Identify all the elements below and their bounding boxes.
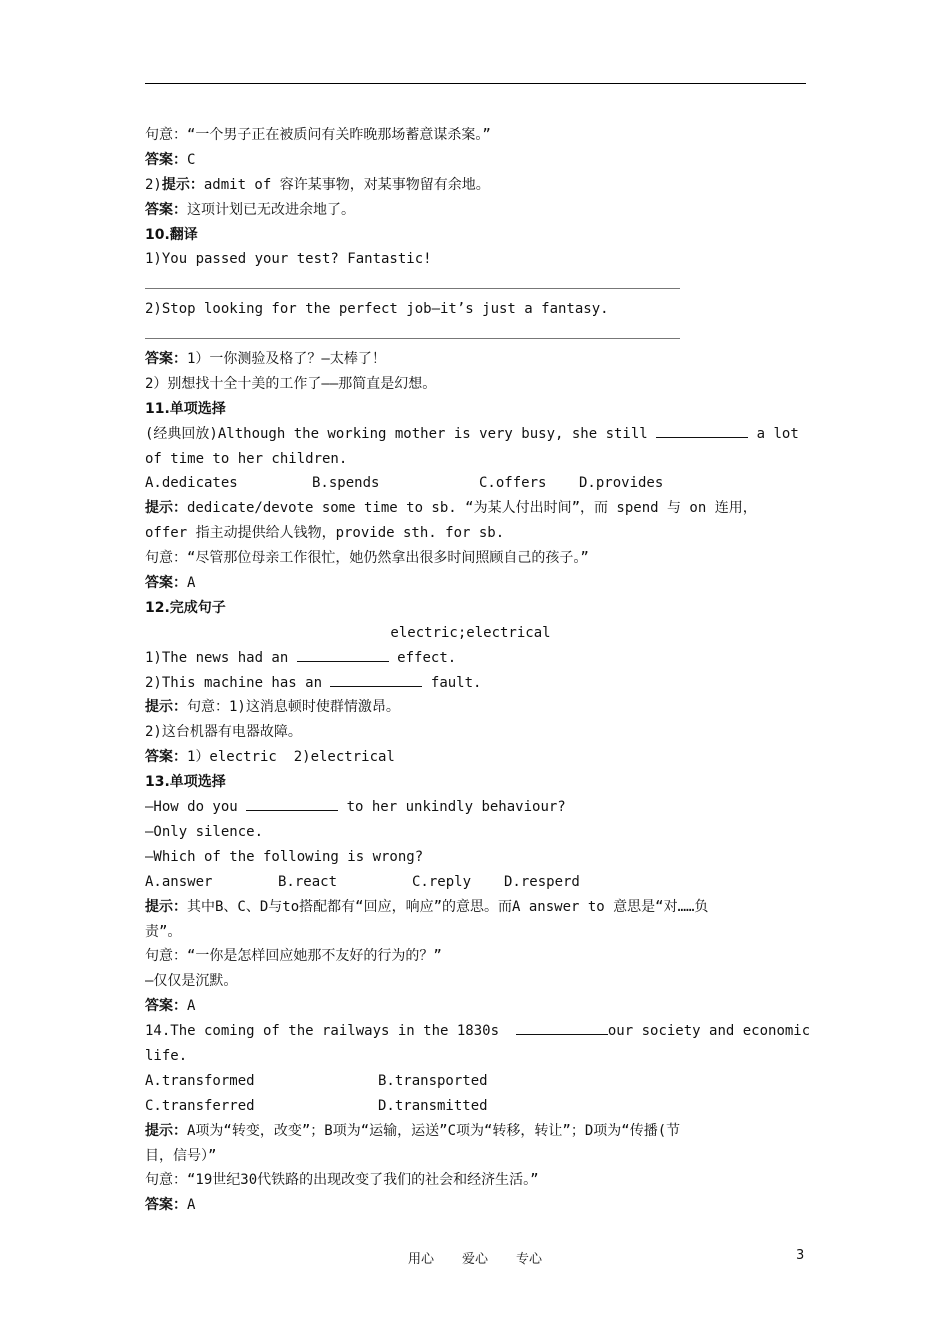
write-in-line[interactable]	[145, 322, 806, 347]
answer-line	[145, 745, 806, 770]
sentence-meaning: 句意：“一个男子正在被质问有关昨晚那场蓄意谋杀案。”	[145, 127, 491, 143]
answer-value: A	[187, 998, 196, 1015]
question-13-3: —Which of the following is wrong?	[145, 848, 424, 865]
tip-line	[145, 173, 806, 198]
tip-text: 其中B、C、D与to搭配都有“回应，响应”的意思。而A answer to 意思是“对……负	[187, 898, 709, 915]
answer-value: 1）electric 2)electrical	[187, 749, 395, 766]
answer-label: 答案：	[145, 351, 187, 368]
tip-line	[145, 496, 806, 521]
tip-text: dedicate/devote some time to sb. “为某人付出时间”，而 spend 与 on 连用，	[187, 500, 757, 517]
option: D.provides	[579, 475, 664, 492]
write-in-line[interactable]	[145, 272, 806, 297]
sentence-meaning: 句意：“19世纪30代铁路的出现改变了我们的社会和经济生活。”	[145, 1172, 539, 1189]
question-13-2: —Only silence.	[145, 823, 264, 840]
answer-label: 答案：	[145, 1197, 187, 1214]
answer-value: 这项计划已无改进余地了。	[187, 201, 355, 218]
page-number: 3	[796, 1248, 805, 1263]
fill-blank[interactable]	[297, 647, 389, 662]
sentence-meaning: 句意：“尽管那位母亲工作很忙，她仍然拿出很多时间照顾自己的孩子。”	[145, 550, 589, 567]
question-text: 2)This machine has an	[145, 674, 323, 691]
question-text: 14.The coming of the railways in the 1830s	[145, 1023, 500, 1040]
footer-word: 专心	[516, 1252, 543, 1267]
options-13	[145, 870, 806, 895]
tip-label: 提示：	[145, 1122, 187, 1139]
question-text: fault.	[430, 674, 482, 691]
tip-label: 提示：	[161, 176, 204, 193]
fill-blank[interactable]	[330, 672, 422, 687]
answer-line	[145, 1193, 806, 1218]
section-heading-12: 12.完成句子	[145, 599, 226, 616]
question-14-cont: life.	[145, 1047, 188, 1064]
question-text: —How do you	[145, 799, 238, 816]
tip-line	[145, 1119, 806, 1144]
answer-label: 答案：	[145, 201, 187, 218]
answer-value: A	[187, 575, 196, 592]
answer-value: C	[187, 151, 196, 168]
question-13-1	[145, 795, 806, 820]
answer-value: 1）一你测验及格了？—太棒了！	[187, 351, 386, 368]
option: A.dedicates	[145, 475, 238, 492]
section-heading-13: 13.单项选择	[145, 774, 226, 791]
fill-blank[interactable]	[656, 423, 748, 438]
tip-number: 2)	[145, 176, 162, 193]
section-heading-10: 10.翻译	[145, 226, 198, 243]
tip-text: A项为“转变，改变”；B项为“运输，运送”C项为“转移，转让”；D项为“传播(节	[187, 1122, 681, 1139]
tip-label: 提示：	[145, 500, 187, 517]
footer-word: 爱心	[461, 1252, 488, 1267]
tip-continued: 目，信号）”	[145, 1147, 217, 1164]
fill-blank[interactable]	[516, 1020, 608, 1035]
footer-word: 用心	[407, 1252, 434, 1267]
tip-text: 句意：1)这消息顿时使群情激昂。	[187, 699, 400, 716]
option: B.spends	[312, 475, 380, 492]
question-12-2	[145, 671, 806, 696]
answer-line	[145, 994, 806, 1019]
answer-line	[145, 571, 806, 596]
options-11	[145, 471, 806, 496]
sentence-meaning: 句意：“一你是怎样回应她那不友好的行为的？”	[145, 948, 442, 965]
question-12-1	[145, 646, 806, 671]
tip-continued: 责”。	[145, 923, 182, 940]
options-14-row2	[145, 1094, 806, 1119]
question-11-cont: of time to her children.	[145, 450, 348, 467]
option: C.reply	[412, 873, 472, 890]
option: A.transformed	[145, 1072, 255, 1089]
answer-label: 答案：	[145, 998, 187, 1015]
answer-continued: 2）别想找十全十美的工作了——那简直是幻想。	[145, 375, 437, 392]
section-heading-11: 11.单项选择	[145, 400, 226, 417]
question-text: effect.	[397, 649, 457, 666]
document-body	[145, 123, 811, 1218]
answer-line	[145, 347, 806, 372]
option: D.transmitted	[378, 1097, 488, 1114]
tip-label: 提示：	[145, 699, 187, 716]
sentence-meaning-cont: —仅仅是沉默。	[145, 973, 238, 990]
options-14-row1	[145, 1069, 806, 1094]
answer-line	[145, 148, 806, 173]
question-text: a lot	[756, 425, 799, 442]
question-text: 1)The news had an	[145, 649, 289, 666]
tip-continued: 2)这台机器有电器故障。	[145, 724, 302, 741]
tip-line	[145, 895, 806, 920]
fill-blank[interactable]	[246, 796, 338, 811]
question-text: our society and economic	[607, 1023, 811, 1040]
option: C.transferred	[145, 1097, 255, 1114]
tip-text: admit of 容许某事物，对某事物留有余地。	[203, 176, 490, 193]
question-11	[145, 422, 806, 447]
option: A.answer	[145, 873, 213, 890]
tip-line	[145, 695, 806, 720]
answer-line	[145, 198, 806, 223]
option: C.offers	[479, 475, 547, 492]
question-10-1: 1)You passed your test? Fantastic!	[145, 251, 432, 268]
header-rule	[145, 83, 806, 84]
question-text: to her unkindly behaviour?	[346, 799, 566, 816]
answer-label: 答案：	[145, 575, 187, 592]
word-pair: electric;electrical	[390, 624, 551, 641]
answer-label: 答案：	[145, 151, 187, 168]
option: D.resperd	[504, 873, 580, 890]
answer-label: 答案：	[145, 749, 187, 766]
question-text: (经典回放)Although the working mother is very busy, she still	[145, 425, 648, 442]
tip-continued: offer 指主动提供给人钱物，provide sth. for sb.	[145, 525, 505, 542]
option: B.react	[278, 873, 338, 890]
tip-label: 提示：	[145, 898, 187, 915]
option: B.transported	[378, 1072, 488, 1089]
question-10-2: 2)Stop looking for the perfect job—it’s just a fantasy.	[145, 301, 609, 318]
question-14	[145, 1019, 811, 1044]
answer-value: A	[187, 1197, 196, 1214]
page-footer	[0, 1248, 950, 1267]
